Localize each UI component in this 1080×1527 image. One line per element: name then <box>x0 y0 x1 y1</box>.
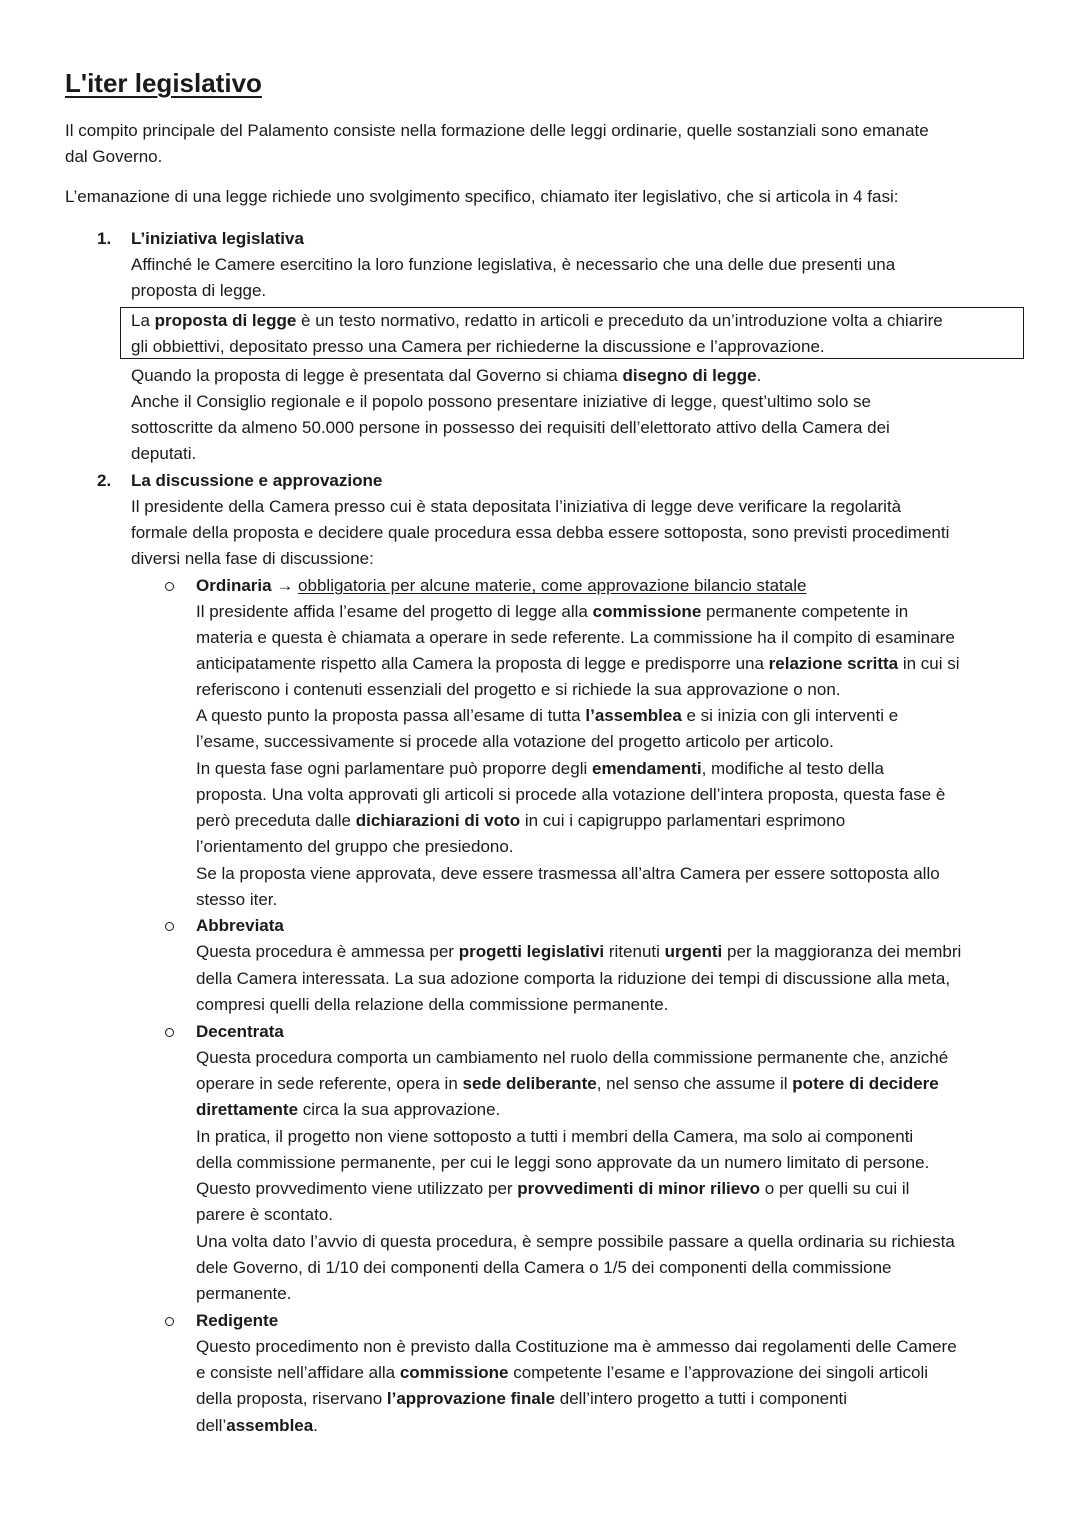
redigente-line: e consiste nell’affidare alla commissione competente l’esame e l’approvazione dei singoli articoli <box>196 1363 929 1382</box>
phase-2-line: diversi nella fase di discussione: <box>131 549 374 568</box>
phase-2-line: Il presidente della Camera presso cui è stata depositata l’iniziativa di legge deve verificare la regolarità <box>131 497 902 516</box>
phase-1-line: proposta di legge. <box>131 281 267 300</box>
ordinaria-line: l’orientamento del gruppo che presiedono. <box>196 837 514 856</box>
bullet-icon <box>165 582 174 591</box>
phase-1-line: Affinché le Camere esercitino la loro funzione legislativa, è necessario che una delle due presenti una <box>131 255 896 274</box>
intro-line: Il compito principale del Palamento consiste nella formazione delle leggi ordinarie, quelle sostanziali sono emanate <box>65 121 929 140</box>
ordinaria-line: referiscono i contenuti essenziali del progetto e si richiede la sua approvazione o non. <box>196 680 841 699</box>
intro-line: dal Governo. <box>65 147 163 166</box>
redigente-line: della proposta, riservano l’approvazione finale dell’intero progetto a tutti i componenti <box>196 1389 848 1408</box>
definition-line: La proposta di legge è un testo normativo, redatto in articoli e preceduto da un’introduzione volta a chiarire <box>131 311 943 330</box>
redigente-heading: Redigente <box>196 1311 279 1330</box>
phase-1-line: Quando la proposta di legge è presentata dal Governo si chiama disegno di legge. <box>131 366 762 385</box>
ordinaria-line: l’esame, successivamente si procede alla votazione del progetto articolo per articolo. <box>196 732 834 751</box>
decentrata-line: dele Governo, di 1/10 dei componenti della Camera o 1/5 dei componenti della commissione <box>196 1258 892 1277</box>
bullet-icon <box>165 1317 174 1326</box>
phase-2-line: formale della proposta e decidere quale procedura essa debba essere sottoposta, sono previsti procedimenti <box>131 523 950 542</box>
decentrata-line: operare in sede referente, opera in sede deliberante, nel senso che assume il potere di decidere <box>196 1074 939 1093</box>
decentrata-line: Questa procedura comporta un cambiamento nel ruolo della commissione permanente che, anziché <box>196 1048 949 1067</box>
abbreviata-line: compresi quelli della relazione della commissione permanente. <box>196 995 669 1014</box>
ordinaria-line: materia e questa è chiamata a operare in sede referente. La commissione ha il compito di esaminare <box>196 628 955 647</box>
abbreviata-heading: Abbreviata <box>196 916 284 935</box>
ordinaria-heading: Ordinaria → obbligatoria per alcune materie, come approvazione bilancio statale <box>196 576 807 595</box>
bullet-icon <box>165 922 174 931</box>
decentrata-line: della commissione permanente, per cui le leggi sono approvate da un numero limitato di persone. <box>196 1153 930 1172</box>
ordinaria-line: Se la proposta viene approvata, deve essere trasmessa all’altra Camera per essere sottoposta allo <box>196 864 940 883</box>
ordinaria-line: A questo punto la proposta passa all’esame di tutta l’assemblea e si inizia con gli interventi e <box>196 706 899 725</box>
ordinaria-line: proposta. Una volta approvati gli articoli si procede alla votazione dell’intera proposta, questa fase è <box>196 785 946 804</box>
decentrata-line: In pratica, il progetto non viene sottoposto a tutti i membri della Camera, ma solo ai componenti <box>196 1127 914 1146</box>
ordinaria-line: anticipatamente rispetto alla Camera la proposta di legge e predisporre una relazione scritta in cui si <box>196 654 960 673</box>
decentrata-line: direttamente circa la sua approvazione. <box>196 1100 501 1119</box>
abbreviata-line: Questa procedura è ammessa per progetti legislativi ritenuti urgenti per la maggioranza dei membri <box>196 942 962 961</box>
decentrata-heading: Decentrata <box>196 1022 284 1041</box>
phase-1-line: Anche il Consiglio regionale e il popolo possono presentare iniziative di legge, quest’ultimo solo se <box>131 392 871 411</box>
decentrata-line: Questo provvedimento viene utilizzato per provvedimenti di minor rilievo o per quelli su cui il <box>196 1179 910 1198</box>
abbreviata-line: della Camera interessata. La sua adozione comporta la riduzione dei tempi di discussione alla meta, <box>196 969 951 988</box>
page-title: L'iter legislativo <box>65 68 262 98</box>
ordinaria-line: però preceduta dalle dichiarazioni di voto in cui i capigruppo parlamentari esprimono <box>196 811 846 830</box>
bullet-icon <box>165 1028 174 1037</box>
ordinaria-line: In questa fase ogni parlamentare può proporre degli emendamenti, modifiche al testo della <box>196 759 884 778</box>
decentrata-line: parere è scontato. <box>196 1205 334 1224</box>
definition-line: gli obbiettivi, depositato presso una Camera per richiederne la discussione e l’approvazione. <box>131 337 825 356</box>
phase-1-line: sottoscritte da almeno 50.000 persone in possesso dei requisiti dell’elettorato attivo della Camera dei <box>131 418 890 437</box>
ordinaria-line: stesso iter. <box>196 890 278 909</box>
ordinaria-line: Il presidente affida l’esame del progetto di legge alla commissione permanente competente in <box>196 602 909 621</box>
phase-2-number: 2. <box>97 471 112 490</box>
redigente-line: Questo procedimento non è previsto dalla Costituzione ma è ammesso dai regolamenti delle Camere <box>196 1337 957 1356</box>
redigente-line: dell’assemblea. <box>196 1416 318 1435</box>
decentrata-line: Una volta dato l’avvio di questa procedura, è sempre possibile passare a quella ordinaria su richiesta <box>196 1232 955 1251</box>
phase-2-heading: La discussione e approvazione <box>131 471 383 490</box>
phase-1-number: 1. <box>97 229 112 248</box>
phase-1-heading: L’iniziativa legislativa <box>131 229 304 248</box>
phase-1-line: deputati. <box>131 444 197 463</box>
intro-line: L’emanazione di una legge richiede uno svolgimento specifico, chiamato iter legislativo, che si articola in 4 fasi: <box>65 187 899 206</box>
decentrata-line: permanente. <box>196 1284 292 1303</box>
